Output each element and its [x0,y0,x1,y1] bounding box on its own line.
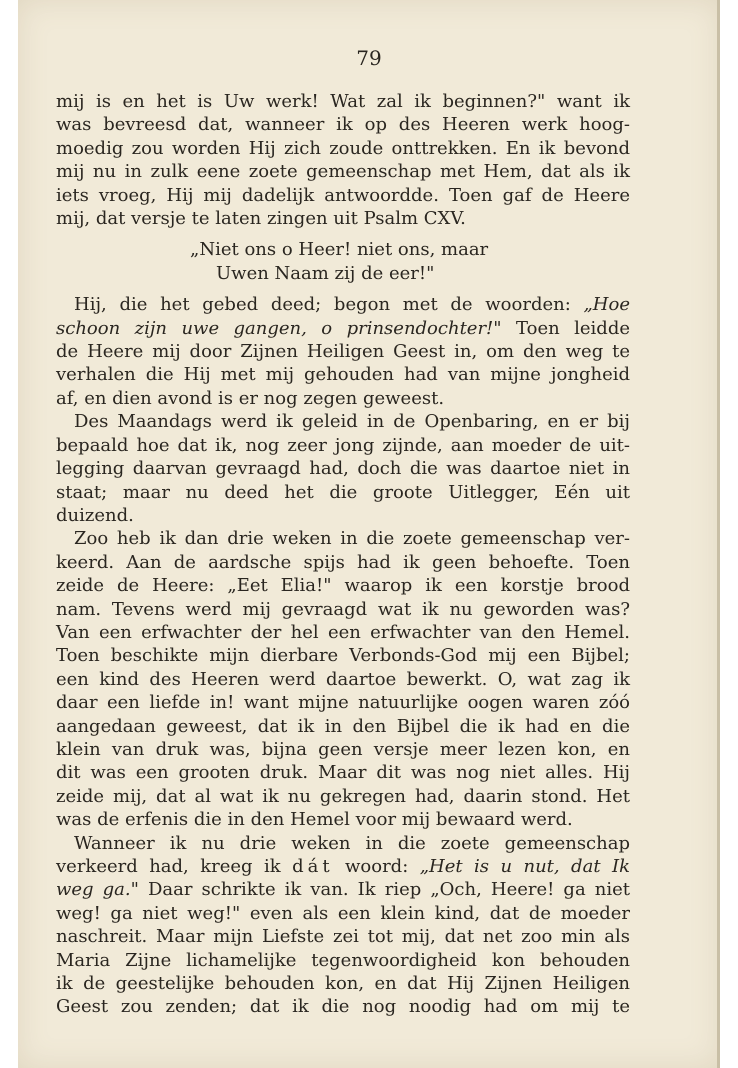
psalm-verse-line: Uwen Naam zij de eer!" [216,262,435,284]
text-line: Zoo heb ik dan drie weken in die zoete gemeenschap ver- [74,528,630,550]
text-run: Daar schrikte ik van. Ik riep „Och, Heere! ga niet [138,879,630,901]
text-line: aangedaan geweest, dat ik in den Bijbel die ik had en die [56,715,630,737]
text-line: Van een erfwachter der hel een erfwachter van den Hemel. [56,621,630,643]
text-line: was de erfenis die in den Hemel voor mij bewaard werd. [56,809,573,831]
text-run: Toen leidde [501,317,630,339]
psalm-verse-line: „Niet ons o Heer! niet ons, maar [190,239,489,261]
text-line [56,293,630,316]
text-line: mij is en het is Uw werk! Wat zal ik beginnen?" want ik [56,91,630,112]
spaced-word: dát [292,856,334,877]
book-page [18,0,720,1068]
text-line: zeide de Heere: „Eet Elia!" waarop ik een korstje brood [56,575,630,597]
text-line: af, en dien avond is er nog zegen geweest. [56,387,445,409]
text-line: Geest zou zenden; dat ik die nog noodig had om mij te [56,996,630,1018]
page-edge [717,0,720,1068]
text-line: daar een liefde in! want mijne natuurlijke oogen waren zóó [56,692,630,714]
text-line [56,878,630,901]
text-line: iets vroeg, Hij mij dadelijk antwoordde. Toen gaf de Heere [56,184,630,206]
text-line: nam. Tevens werd mij gevraagd wat ik nu geworden was? [56,598,630,620]
text-run: verkeerd had, kreeg ik [56,856,293,877]
text-line: keerd. Aan de aardsche spijs had ik geen behoefte. Toen [56,551,630,573]
text-line: mij nu in zulk eene zoete gemeenschap met Hem, dat als ik [56,161,630,183]
text-line: Wanneer ik nu drie weken in die zoete gemeenschap [74,832,630,854]
italic-quote: schoon zijn uwe gangen, o prinsendochter!" [56,317,502,339]
text-line: dit was een grooten druk. Maar dit was nog niet alles. Hij [56,762,630,784]
text-line: Toen beschikte mijn dierbare Verbonds-God mij een Bijbel; [56,645,630,667]
text-run: Hij, die het gebed deed; begon met de woorden: [74,294,584,316]
body-text [56,90,630,1019]
text-line [56,317,630,340]
text-line: was bevreesd dat, wanneer ik op des Heeren werk hoog- [56,114,630,136]
text-line: klein van druk was, bijna geen versje meer lezen kon, en [56,738,630,760]
text-line [56,855,630,878]
text-line: weg! ga niet weg!" even als een klein kind, dat de moeder [56,902,630,924]
text-line: zeide mij, dat al wat ik nu gekregen had, daarin stond. Het [56,785,630,807]
page-number: 79 [356,46,382,70]
text-line: duizend. [56,504,134,526]
text-line: Des Maandags werd ik geleid in de Openbaring, en er bij [74,411,630,433]
text-line: verhalen die Hij met mij gehouden had van mijne jongheid [56,364,630,386]
text-line: ik de geestelijke behouden kon, en dat Hij Zijnen Heiligen [56,973,630,995]
text-line: de Heere mij door Zijnen Heiligen Geest in, om den weg te [56,341,630,363]
text-line: Maria Zijne lichamelijke tegenwoordigheid kon behouden [56,949,630,971]
text-line: moedig zou worden Hij zich zoude onttrekken. En ik bevond [56,137,630,159]
italic-quote: „Het is u nut, dat Ik [419,856,630,877]
text-line: bepaald hoe dat ik, nog zeer jong zijnde, aan moeder de uit- [56,434,630,456]
text-run: woord: [333,856,420,877]
text-line: staat; maar nu deed het die groote Uitlegger, Eén uit [56,481,630,503]
italic-quote: weg ga." [56,879,139,901]
text-line: naschreit. Maar mijn Liefste zei tot mij, dat net zoo min als [56,926,630,948]
text-line: mij, dat versje te laten zingen uit Psalm CXV. [56,208,466,230]
text-line: een kind des Heeren werd daartoe bewerkt. O, wat zag ik [56,668,630,690]
italic-quote: „Hoe [583,294,630,316]
text-line: legging daarvan gevraagd had, doch die was daartoe niet in [56,458,630,480]
